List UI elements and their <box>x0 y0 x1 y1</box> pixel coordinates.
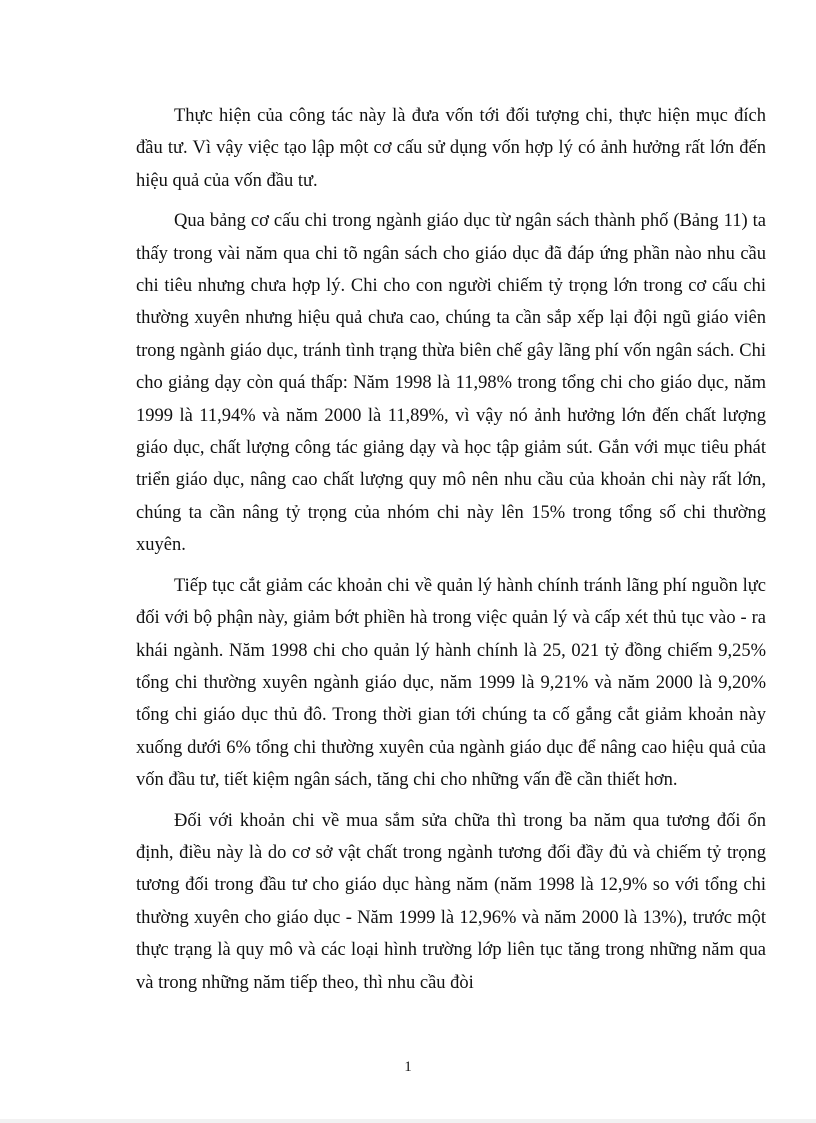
paragraph-1: Thực hiện của công tác này là đưa vốn tới đối tượng chi, thực hiện mục đích đầu tư. Vì vậy việc tạo lập một cơ cấu sử dụng vốn hợp lý có ảnh hưởng rất lớn đến hiệu quả của vốn đầu tư. <box>136 106 766 191</box>
paragraph-4: Đối với khoản chi về mua sắm sửa chữa thì trong ba năm qua tương đối ổn định, điều này là do cơ sở vật chất trong ngành tương đối đầy đủ và chiếm tỷ trọng tương đối trong đầu tư cho giáo dục hàng năm (năm 1998 là 12,9% so với tổng chi thường xuyên cho giáo dục - Năm 1999 là 12,96% và năm 2000 là 13%), trước một thực trạng là quy mô và các loại hình trường lớp liên tục tăng trong những năm qua và trong những năm tiếp theo, thì nhu cầu đòi <box>136 810 766 993</box>
paragraph-2: Qua bảng cơ cấu chi trong ngành giáo dục từ ngân sách thành phố (Bảng 11) ta thấy trong vài năm qua chi tõ ngân sách cho giáo dục đã đáp ứng phần nào nhu cầu chi tiêu nhưng chưa hợp lý. Chi cho con người chiếm tỷ trọng lớn trong cơ cấu chi thường xuyên nhưng hiệu quả chưa cao, chúng ta cần sắp xếp lại đội ngũ giáo viên trong ngành giáo dục, tránh tình trạng thừa biên chế gây lãng phí vốn ngân sách. Chi cho giảng dạy còn quá thấp: Năm 1998 là 11,98% trong tổng chi cho giáo dục, năm 1999 là 11,94% và năm 2000 là 11,89%, vì vậy nó ảnh hưởng lớn đến chất lượng giáo dục, chất lượng công tác giảng dạy và học tập giảm sút. Gắn với mục tiêu phát triển giáo dục, nâng cao chất lượng quy mô nên nhu cầu của khoản chi này rất lớn, chúng ta cần nâng tỷ trọng của nhóm chi này lên 15% trong tổng số chi thường xuyên. <box>136 211 766 556</box>
page-number: 1 <box>404 1059 412 1075</box>
document-body <box>136 100 766 1007</box>
page-bottom-edge <box>0 1119 816 1123</box>
paragraph-3: Tiếp tục cắt giảm các khoản chi về quản lý hành chính tránh lãng phí nguồn lực đối với bộ phận này, giảm bớt phiền hà trong việc quản lý và cấp xét thủ tục vào - ra khái ngành. Năm 1998 chi cho quản lý hành chính là 25, 021 tỷ đồng chiếm 9,25% tổng chi thường xuyên ngành giáo dục, năm 1999 là 9,21% và năm 2000 là 9,20% tổng chi giáo dục thủ đô. Trong thời gian tới chúng ta cố gắng cắt giảm khoản này xuống dưới 6% tổng chi thường xuyên của ngành giáo dục để nâng cao hiệu quả của vốn đầu tư, tiết kiệm ngân sách, tăng chi cho những vấn đề cần thiết hơn. <box>136 575 766 791</box>
